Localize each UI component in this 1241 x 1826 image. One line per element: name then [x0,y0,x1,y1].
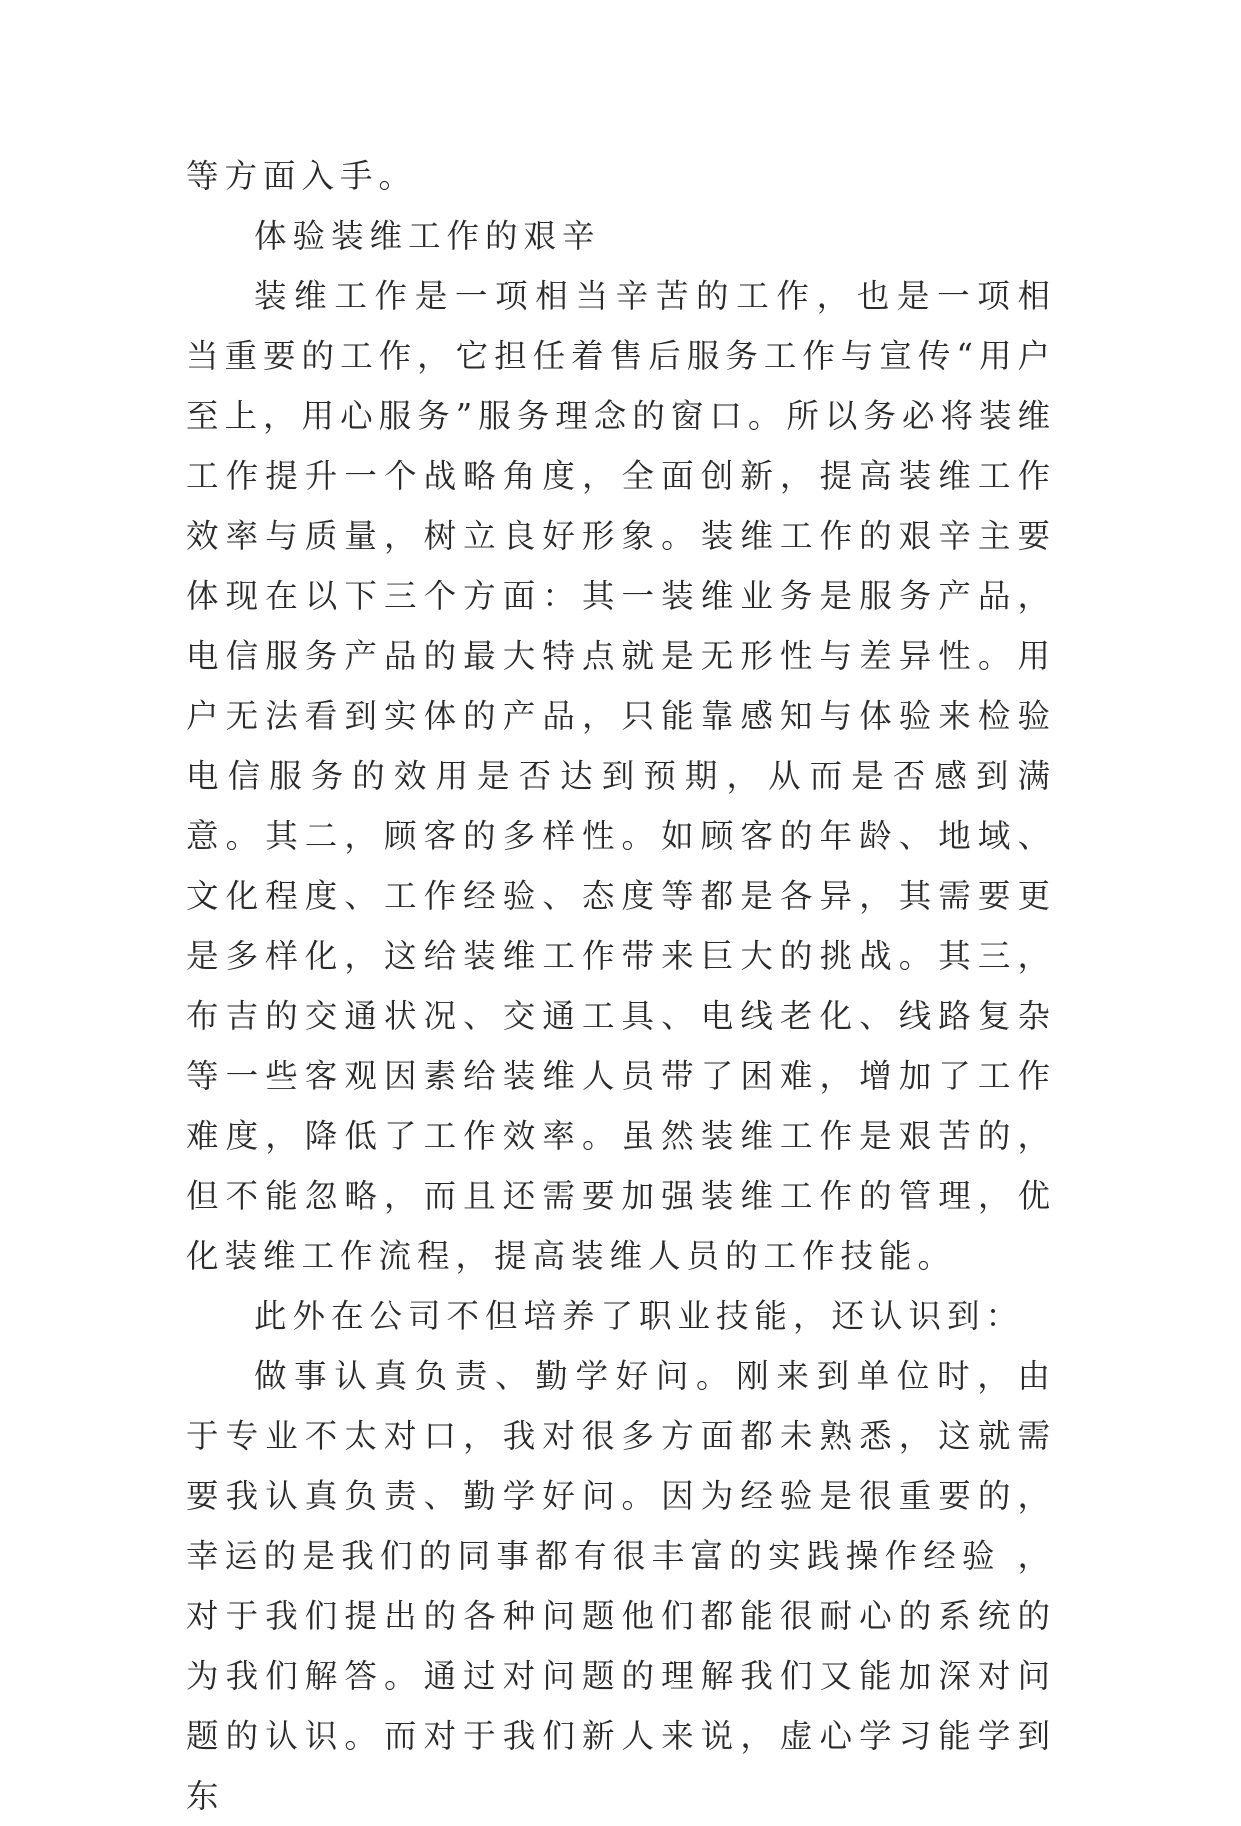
paragraph-heading-hardship: 体验装维工作的艰辛 [254,217,601,255]
paragraph-hardship-body: 装维工作是一项相当辛苦的工作，也是一项相当重要的工作，它担任着售后服务工作与宣传“用户至上，用心服务”服务理念的窗口。所以务必将装维工作提升一个战略角度，全面创新，提高装维工作效率与质量，树立良好形象。装维工作的艰辛主要体现在以下三个方面：其一装维业务是服务产品，电信服务产品的最大特点就是无形性与差异性。用户无法看到实体的产品，只能靠感知与体验来检验电信服务的效用是否达到预期，从而是否感到满意。其二，顾客的多样性。如顾客的年龄、地域、文化程度、工作经验、态度等都是各异，其需要更是多样化，这给装维工作带来巨大的挑战。其三，布吉的交通状况、交通工具、电线老化、线路复杂等一些客观因素给装维人员带了困难，增加了工作难度，降低了工作效率。虽然装维工作是艰苦的，但不能忽略，而且还需要加强装维工作的管理，优化装维工作流程，提高装维人员的工作技能。 [186,277,1056,1275]
paragraph-diligence: 做事认真负责、勤学好问。刚来到单位时，由于专业不太对口，我对很多方面都未熟悉，这就需要我认真负责、勤学好问。因为经验是很重要的，幸运的是我们的同事都有很丰富的实践操作经验 ，对于我们提出的各种问题他们都能很耐心的系统的为我们解答。通过对问题的理解我们又能加深对问题的认识。而对于我们新人来说，虚心学习能学到东 [186,1357,1056,1815]
paragraph-continuation: 等方面入手。 [186,157,418,195]
paragraph-additionally: 此外在公司不但培养了职业技能，还认识到： [254,1297,1025,1335]
document-body [186,146,1056,1826]
